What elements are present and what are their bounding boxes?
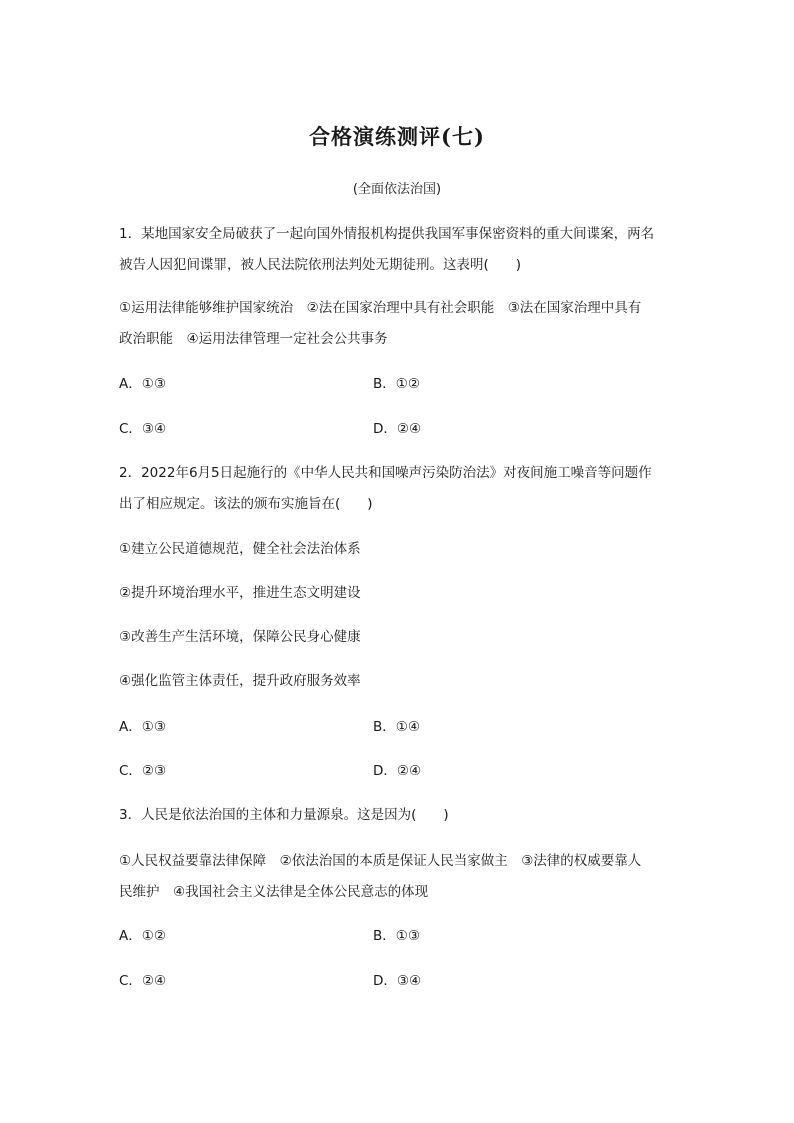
question-3-statements-line-2: 民维护 ④我国社会主义法律是全体公民意志的体现 (119, 884, 429, 900)
question-2-option-d[interactable]: D．②④ (373, 763, 422, 779)
question-3-option-c[interactable]: C．②④ (119, 973, 167, 989)
question-2-statement-3: ③改善生产生活环境，保障公民身心健康 (119, 629, 361, 645)
question-1-option-d[interactable]: D．②④ (373, 421, 422, 437)
page-subtitle: (全面依法治国) (352, 182, 442, 197)
question-1-statements-line-1: ①运用法律能够维护国家统治 ②法在国家治理中具有社会职能 ③法在国家治理中具有 (119, 300, 642, 316)
question-2-stem-line-1: 2．2022年6月5日起施行的《中华人民共和国噪声污染防治法》对夜间施工噪音等问题作 (119, 465, 652, 481)
question-2-option-c[interactable]: C．②③ (119, 763, 167, 779)
question-2-option-a[interactable]: A．①③ (119, 719, 166, 735)
question-3-option-b[interactable]: B．①③ (373, 928, 420, 944)
question-1-statements-line-2: 政治职能 ④运用法律管理一定社会公共事务 (119, 331, 388, 347)
question-1-option-a[interactable]: A．①③ (119, 376, 166, 392)
question-2-stem-line-2: 出了相应规定。该法的颁布实施旨在( ) (119, 496, 373, 512)
question-1-stem-line-2: 被告人因犯间谍罪，被人民法院依刑法判处无期徒刑。这表明( ) (119, 257, 522, 273)
question-1-option-b[interactable]: B．①② (373, 376, 420, 392)
question-2-statement-1: ①建立公民道德规范，健全社会法治体系 (119, 541, 361, 557)
question-3-option-a[interactable]: A．①② (119, 928, 166, 944)
question-2-statement-4: ④强化监管主体责任，提升政府服务效率 (119, 673, 361, 689)
question-1-stem-line-1: 1．某地国家安全局破获了一起向国外情报机构提供我国军事保密资料的重大间谍案，两名 (119, 226, 655, 242)
question-3-option-d[interactable]: D．③④ (373, 973, 422, 989)
question-2-statement-2: ②提升环境治理水平，推进生态文明建设 (119, 585, 361, 601)
question-2-option-b[interactable]: B．①④ (373, 719, 420, 735)
question-3-stem: 3．人民是依法治国的主体和力量源泉。这是因为( ) (119, 807, 449, 823)
question-1-option-c[interactable]: C．③④ (119, 421, 167, 437)
question-3-statements-line-1: ①人民权益要靠法律保障 ②依法治国的本质是保证人民当家做主 ③法律的权威要靠人 (119, 853, 642, 869)
page-title: 合格演练测评(七) (309, 124, 485, 149)
